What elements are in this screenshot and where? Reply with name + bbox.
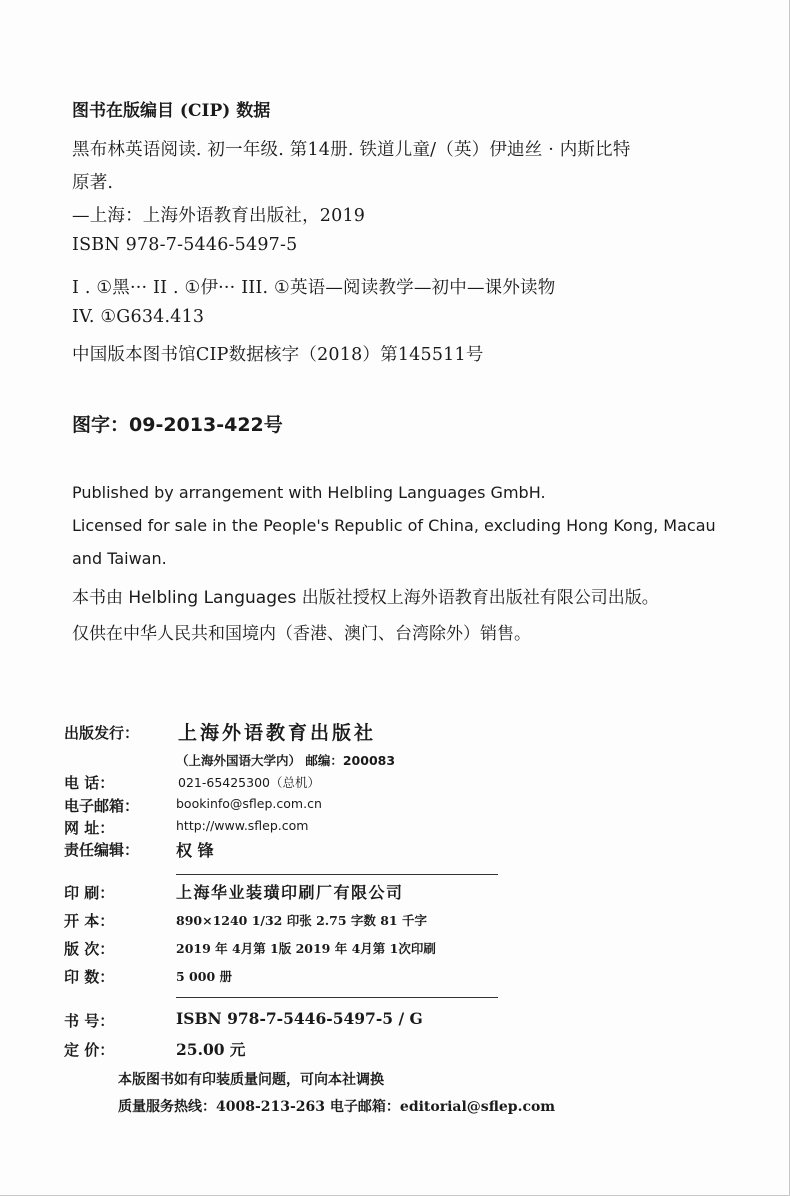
price-value: 25.00 元 <box>176 1040 246 1059</box>
print-run-value: 5 000 册 <box>176 969 232 984</box>
license-line: Licensed for sale in the People's Republic of China, excluding Hong Kong, Macau <box>72 516 716 535</box>
isbn-label: 书 号： <box>64 1012 115 1030</box>
phone-value: 021-65425300（总机） <box>178 775 320 790</box>
cip-isbn-line: ISBN 978-7-5446-5497-5 <box>72 235 298 255</box>
publisher-name: 上海外语教育出版社 <box>178 722 377 744</box>
website-value: http://www.sflep.com <box>176 818 309 833</box>
publisher-label: 出版发行： <box>64 724 140 742</box>
printer-name: 上海华业装璜印刷厂有限公司 <box>176 883 404 902</box>
cip-title-line: 黑布林英语阅读. 初一年级. 第14册. 铁道儿童/（英）伊迪丝 · 内斯比特 <box>72 140 631 160</box>
license-line: Published by arrangement with Helbling Languages GmbH. <box>72 483 546 502</box>
printer-label: 印 刷： <box>64 884 115 902</box>
email-value: bookinfo@sflep.com.cn <box>176 796 322 811</box>
editor-label: 责任编辑： <box>64 841 140 859</box>
price-label: 定 价： <box>64 1041 115 1059</box>
cip-heading: 图书在版编目 (CIP) 数据 <box>72 101 271 121</box>
edition-label: 版 次： <box>64 940 115 958</box>
cip-class-line: IV. ①G634.413 <box>72 307 205 327</box>
cip-publisher-line: —上海：上海外语教育出版社，2019 <box>72 206 366 226</box>
cip-title-line-cont: 原著. <box>72 173 114 193</box>
divider <box>176 997 498 998</box>
website-label: 网 址： <box>64 819 115 837</box>
format-label: 开 本： <box>64 912 115 930</box>
phone-label: 电 话： <box>64 774 115 792</box>
print-run-label: 印 数： <box>64 968 115 986</box>
format-value: 890×1240 1/32 印张 2.75 字数 81 千字 <box>176 913 427 928</box>
copyright-permit-number: 图字：09-2013-422号 <box>72 414 283 436</box>
cip-record-number: 中国版本图书馆CIP数据核字（2018）第145511号 <box>72 345 484 365</box>
email-label: 电子邮箱： <box>64 797 140 815</box>
service-hotline: 质量服务热线：4008-213-263 电子邮箱：editorial@sflep.com <box>118 1099 556 1115</box>
license-cn-line: 仅供在中华人民共和国境内（香港、澳门、台湾除外）销售。 <box>72 624 531 644</box>
publisher-address: （上海外国语大学内） 邮编：200083 <box>176 753 396 768</box>
edition-value: 2019 年 4月第 1版 2019 年 4月第 1次印刷 <box>176 941 436 956</box>
quality-notice: 本版图书如有印装质量问题，可向本社调换 <box>118 1072 384 1088</box>
divider <box>176 874 498 875</box>
cip-subject-line: I . ①黑··· II . ①伊··· III. ①英语—阅读教学—初中—课外读物 <box>72 278 556 298</box>
editor-name: 权 锋 <box>176 841 214 860</box>
isbn-value: ISBN 978-7-5446-5497-5 / G <box>176 1009 423 1028</box>
license-cn-line: 本书由 Helbling Languages 出版社授权上海外语教育出版社有限公司出版。 <box>72 588 659 608</box>
license-line: and Taiwan. <box>72 549 167 568</box>
